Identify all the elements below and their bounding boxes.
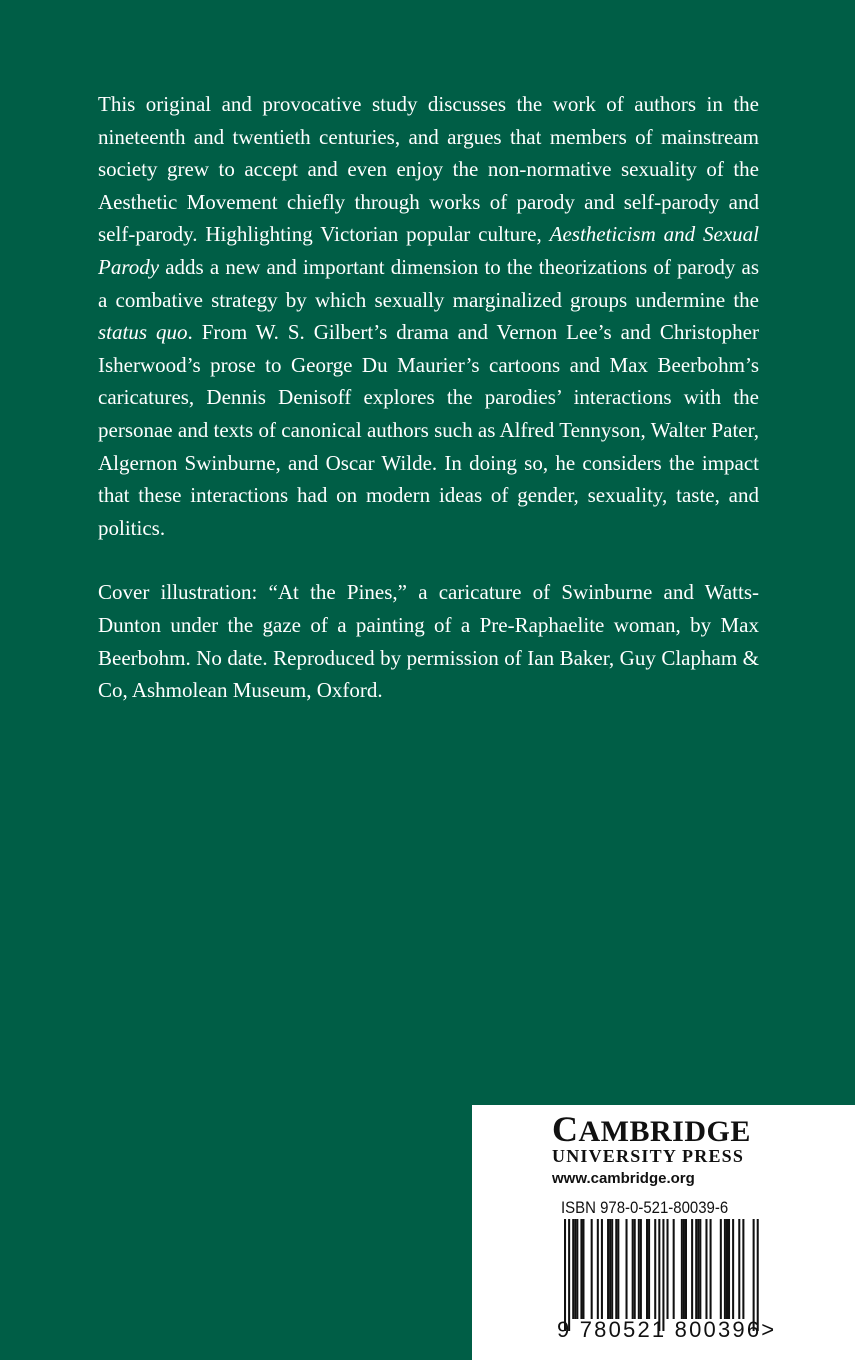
barcode-guard-bar — [658, 1219, 660, 1331]
description-paragraph — [98, 88, 759, 544]
barcode-bar — [640, 1219, 642, 1319]
barcode-bar — [646, 1219, 648, 1319]
barcode-bar — [597, 1219, 599, 1319]
barcode-bar — [710, 1219, 712, 1319]
barcode-bar — [572, 1219, 574, 1319]
isbn-label: ISBN 978-0-521-80039-6 — [561, 1198, 729, 1217]
publisher-name-initial: C — [552, 1109, 579, 1149]
barcode-bar — [638, 1219, 640, 1319]
barcode-digits — [557, 1317, 776, 1343]
barcode-bar — [742, 1219, 744, 1319]
cover-illustration-credit: Cover illustration: “At the Pines,” a caricature of Swinburne and Watts-Dunton under the gaze of a painting of a Pre-Raphaelite woman, by Max Beerbohm. No date. Reproduced by permission of Ian Baker, Guy Clapham & Co, Ashmolean Museum, Oxford. — [98, 580, 759, 703]
barcode-bar — [738, 1219, 740, 1319]
barcode-bar — [728, 1219, 730, 1319]
barcode-bar — [685, 1219, 687, 1319]
barcode-bar — [724, 1219, 726, 1319]
barcode-bar — [648, 1219, 650, 1319]
barcode-bar — [615, 1219, 617, 1319]
barcode-bar — [574, 1219, 576, 1319]
barcode-bar — [601, 1219, 603, 1319]
publisher-name — [552, 1111, 751, 1150]
publisher-url: www.cambridge.org — [552, 1170, 695, 1187]
barcode-bar — [699, 1219, 701, 1319]
barcode-bar — [626, 1219, 628, 1319]
barcode-bar — [697, 1219, 699, 1319]
description-text-1: This original and provocative study discusses the work of authors in the nineteenth and twentieth centuries, and argues that members of mainstream society grew to accept and even enjoy the non-normative sexuality of the Aesthetic Movement chiefly through works of parody and self-parody and self-parody. Highlighting Victorian popular culture, — [98, 92, 759, 247]
barcode-bar — [576, 1219, 578, 1319]
barcode-bar — [726, 1219, 728, 1319]
publisher-subtitle: UNIVERSITY PRESS — [552, 1146, 745, 1166]
barcode-bar — [617, 1219, 619, 1319]
barcode-guard-bar — [662, 1219, 664, 1331]
barcode-bar — [695, 1219, 697, 1319]
barcode-bar — [591, 1219, 593, 1319]
barcode-bar — [632, 1219, 634, 1319]
barcode-bar — [582, 1219, 584, 1319]
barcode-bar — [683, 1219, 685, 1319]
barcode-bar — [732, 1219, 734, 1319]
barcode-end-mark: > — [761, 1317, 777, 1342]
barcode-bar — [673, 1219, 675, 1319]
publisher-name-rest: AMBRIDGE — [578, 1115, 751, 1148]
barcode-bar — [609, 1219, 611, 1319]
description-text-3: . From W. S. Gilbert’s drama and Vernon Lee’s and Christopher Isherwood’s prose to George Du Maurier’s cartoons and Max Beerbohm’s caricatures, Dennis Denisoff explores the parodies’ interactions with the personae and texts of canonical authors such as Alfred Tennyson, Walter Pater, Algernon Swinburne, and Oscar Wilde. In doing so, he considers the impact that these interactions had on modern ideas of gender, sexuality, taste, and politics. — [98, 320, 759, 540]
barcode-bar — [691, 1219, 693, 1319]
barcode-bar — [607, 1219, 609, 1319]
back-cover-blurb — [98, 88, 759, 707]
book-title-italic: Aestheticism and Sexual Parody — [98, 222, 759, 279]
barcode-bar — [580, 1219, 582, 1319]
barcode-guard-bar — [568, 1219, 570, 1331]
barcode-bar — [705, 1219, 707, 1319]
barcode-bar — [720, 1219, 722, 1319]
barcode-digits-text: 9 780521 800396 — [557, 1317, 762, 1342]
barcode-bar — [654, 1219, 656, 1319]
barcode-bar — [681, 1219, 683, 1319]
barcode-guard-bar — [757, 1219, 759, 1331]
barcode-guard-bar — [753, 1219, 755, 1331]
status-quo-italic: status quo — [98, 320, 188, 345]
barcode-bar — [611, 1219, 613, 1319]
description-text-2: adds a new and important dimension to the theorizations of parody as a combative strategy by which sexually marginalized groups undermine the — [98, 254, 759, 312]
publisher-barcode-panel — [472, 1105, 855, 1360]
barcode-bar — [667, 1219, 669, 1319]
barcode-guard-bar — [564, 1219, 566, 1331]
barcode-bar — [634, 1219, 636, 1319]
